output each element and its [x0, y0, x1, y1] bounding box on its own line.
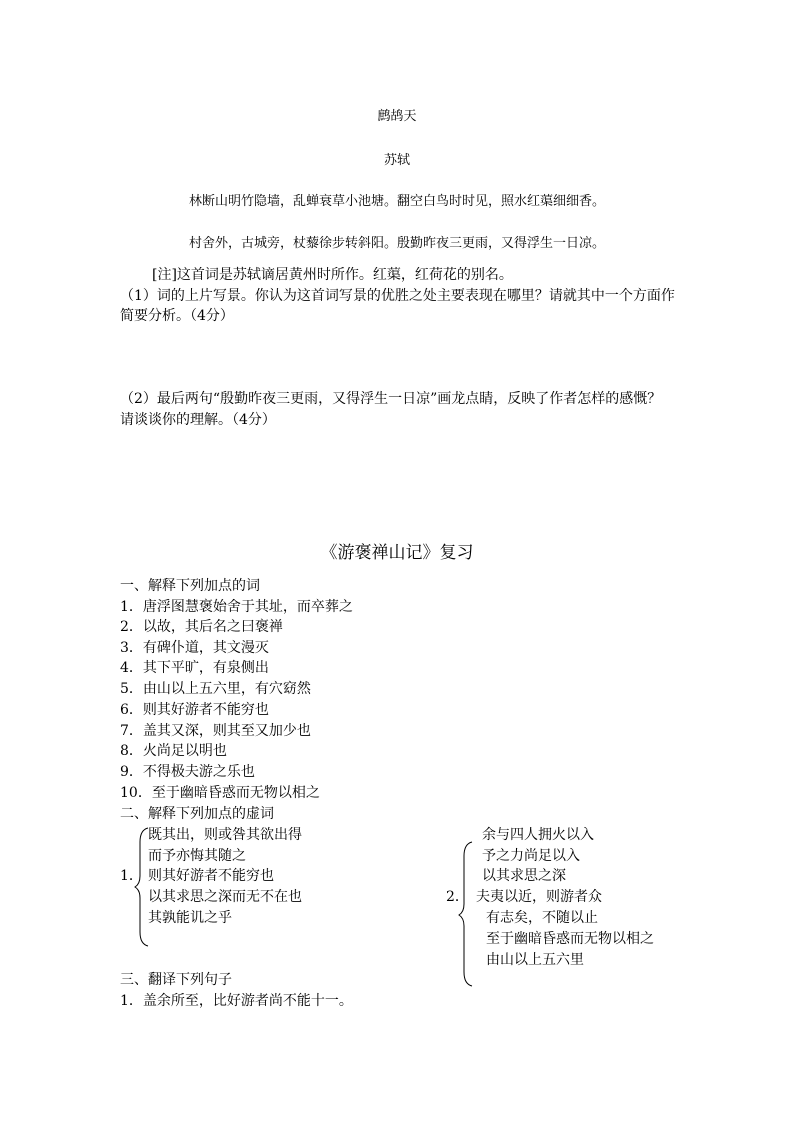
list-item: 9．不得极夫游之乐也	[120, 764, 255, 780]
translation-sentence: 1．盖余所至，比好游者尚不能十一。	[120, 993, 353, 1009]
group-1-item: 则其好游者不能穷也	[148, 868, 274, 884]
group-1-item: 既其出，则或咎其欲出得	[148, 827, 302, 843]
group-2-item: 夫夷以近，则游者众	[476, 889, 602, 905]
list-item: 10．至于幽暗昏惑而无物以相之	[120, 785, 320, 801]
section-2-heading: 二、解释下列加点的虚词	[120, 806, 274, 822]
group-1-label: 1．	[120, 868, 143, 884]
group-2-item: 予之力尚足以入	[482, 848, 580, 864]
list-item: 1．唐浮图慧褒始舍于其址，而卒葬之	[120, 599, 353, 615]
review-title: 《游褒禅山记》复习	[320, 543, 474, 563]
question-2-line-2: 请谈谈你的理解。（4分）	[120, 412, 276, 428]
group-2-label: 2．	[446, 889, 469, 905]
poem-title: 鹧鸪天	[377, 109, 417, 124]
poem-author: 苏轼	[383, 153, 410, 168]
group-1-item: 其孰能讥之乎	[148, 910, 232, 926]
list-item: 2．以故，其后名之曰褒禅	[120, 619, 283, 635]
section-1-heading: 一、解释下列加点的词	[120, 578, 260, 594]
list-item: 6．则其好游者不能穷也	[120, 702, 269, 718]
group-1-item: 而予亦悔其随之	[148, 848, 246, 864]
section-3-heading: 三、翻译下列句子	[120, 972, 232, 988]
list-item: 3．有碑仆道，其文漫灭	[120, 640, 269, 656]
group-2-item: 至于幽暗昏惑而无物以相之	[486, 931, 654, 947]
poem-line-2: 村舍外，古城旁，杖藜徐步转斜阳。殷勤昨夜三更雨，又得浮生一日凉。	[188, 236, 605, 251]
list-item: 7．盖其又深，则其至又加少也	[120, 723, 311, 739]
group-2-item: 以其求思之深	[482, 868, 566, 884]
group-2-brace	[458, 840, 474, 988]
list-item: 8．火尚足以明也	[120, 743, 227, 759]
list-item: 5．由山以上五六里，有穴窈然	[120, 681, 311, 697]
question-1-line-1: （1）词的上片写景。你认为这首词写景的优胜之处主要表现在哪里？请就其中一个方面作	[120, 288, 675, 304]
list-item: 4．其下平旷，有泉侧出	[120, 660, 269, 676]
question-2-line-1: （2）最后两句“殷勤昨夜三更雨，又得浮生一日凉”画龙点睛，反映了作者怎样的感慨？	[120, 391, 662, 407]
group-2-item: 余与四人拥火以入	[482, 827, 594, 843]
group-2-item: 有志矣，不随以止	[486, 910, 598, 926]
poem-line-1: 林断山明竹隐墙，乱蝉衰草小池塘。翻空白鸟时时见，照水红蕖细细香。	[188, 194, 605, 209]
group-1-item: 以其求思之深而无不在也	[148, 889, 302, 905]
group-2-item: 由山以上五六里	[486, 952, 584, 968]
question-1-line-2: 简要分析。（4分）	[120, 308, 234, 324]
poem-note: [注]这首词是苏轼谪居黄州时所作。红蕖，红荷花的别名。	[152, 267, 513, 283]
